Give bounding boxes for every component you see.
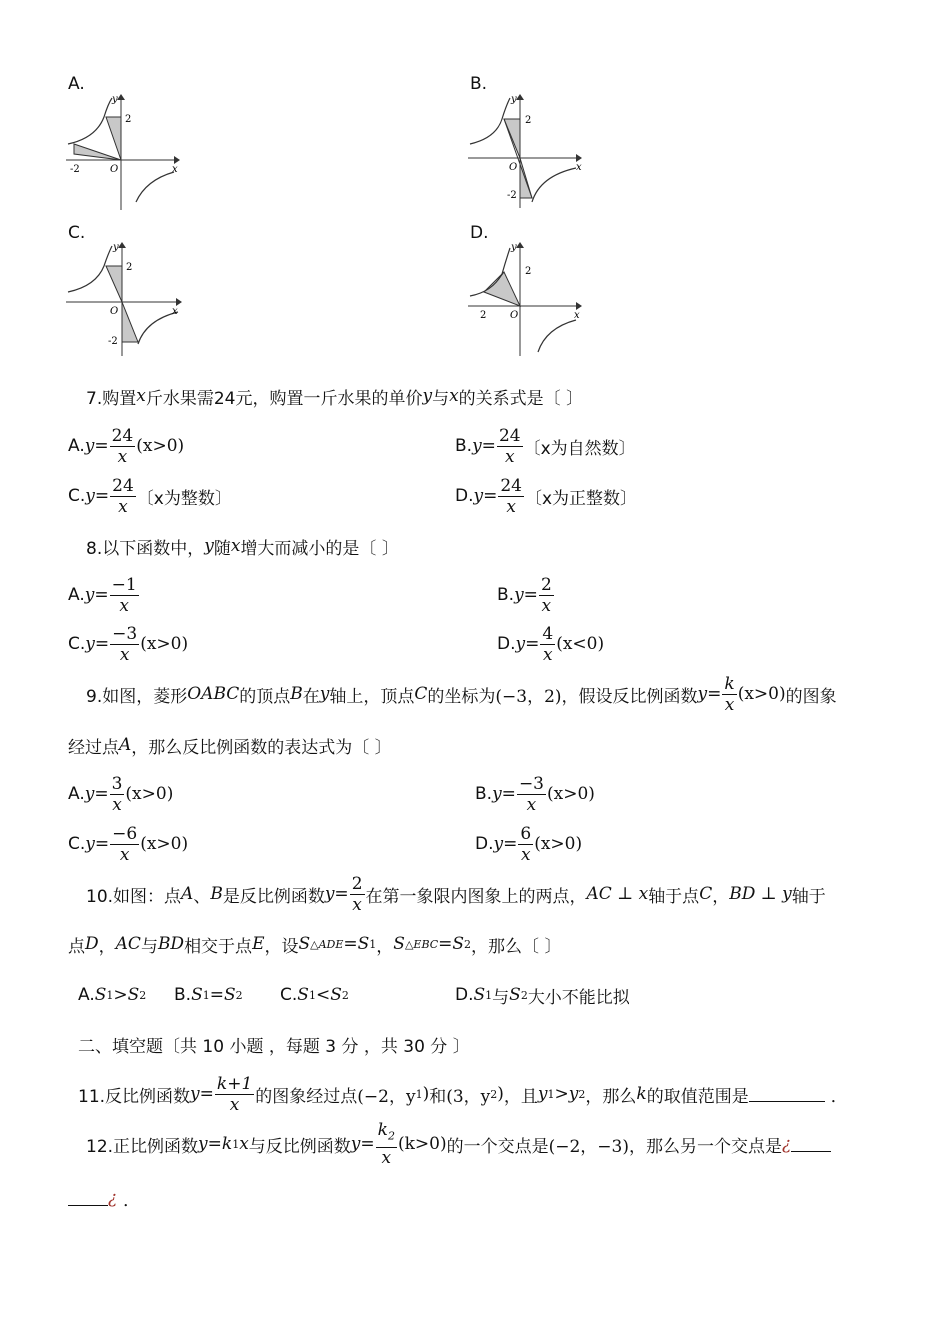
sub: 1 bbox=[202, 988, 210, 1002]
q11-var: y bbox=[537, 1084, 548, 1104]
q12-text: 12.正比例函数 bbox=[86, 1136, 199, 1157]
sub: 1 bbox=[232, 1137, 240, 1151]
option-label: A. bbox=[68, 585, 85, 605]
option-label: C. bbox=[280, 985, 298, 1005]
numerator: 4 bbox=[542, 623, 554, 644]
option-label: A. bbox=[68, 436, 85, 456]
q11-text: 和 bbox=[429, 1086, 447, 1107]
q10-text: 轴于 bbox=[791, 886, 826, 907]
graph-d-origin: O bbox=[510, 310, 519, 321]
option-label: D. bbox=[455, 486, 474, 506]
q10-var: B bbox=[210, 884, 223, 904]
condition: (x>0) bbox=[136, 436, 185, 456]
fraction bbox=[215, 1074, 254, 1115]
q10-var: =S bbox=[438, 934, 465, 954]
lhs: y= bbox=[515, 634, 540, 654]
q9-var: OABC bbox=[187, 684, 240, 704]
graph-d-y-arrow bbox=[516, 242, 524, 248]
fraction bbox=[110, 575, 139, 616]
numerator: k bbox=[724, 673, 735, 694]
numerator: 24 bbox=[500, 475, 522, 496]
fraction bbox=[110, 476, 136, 517]
answer-blank[interactable] bbox=[791, 1137, 831, 1152]
fraction bbox=[540, 624, 555, 665]
denominator: x bbox=[119, 644, 130, 665]
lhs: y= bbox=[85, 834, 110, 854]
graph-c-curve-left bbox=[68, 246, 112, 292]
q12-var: y=k bbox=[198, 1134, 233, 1154]
q11-coord: ) bbox=[422, 1084, 430, 1104]
graph-a-ylabel: y bbox=[112, 94, 118, 105]
sub: 2 bbox=[139, 988, 147, 1002]
q7-option-b[interactable] bbox=[455, 424, 636, 468]
s-var: S bbox=[297, 985, 309, 1005]
q9-text: 经过点 bbox=[68, 737, 119, 758]
option-label: D. bbox=[497, 634, 516, 654]
answer-blank-cont[interactable] bbox=[68, 1191, 108, 1206]
graph-a-tick-2: 2 bbox=[125, 114, 132, 125]
lhs: y= bbox=[84, 585, 109, 605]
graph-d bbox=[468, 240, 588, 360]
q9-option-a[interactable] bbox=[68, 772, 173, 816]
q10-var: D bbox=[85, 934, 99, 954]
graph-d-curve-right bbox=[538, 320, 576, 352]
q10-text: 相交于点 bbox=[184, 936, 253, 957]
fraction bbox=[518, 824, 533, 865]
q10-var: A bbox=[181, 884, 194, 904]
q11-stem bbox=[78, 1072, 848, 1116]
lhs: y= bbox=[514, 585, 538, 605]
q9-text: ，那么反比例函数的表达式为〔 〕 bbox=[131, 737, 392, 758]
operator: = bbox=[209, 985, 224, 1005]
q7-var: y bbox=[422, 386, 433, 406]
q9-stem-line1 bbox=[86, 672, 837, 716]
q7-option-a[interactable] bbox=[68, 424, 184, 468]
q11-var: >y bbox=[554, 1084, 579, 1104]
denominator: x bbox=[506, 496, 516, 517]
operator: 与 bbox=[492, 987, 510, 1008]
denominator: x bbox=[352, 894, 362, 915]
q10-sub: △EBC bbox=[404, 937, 439, 951]
q10-var: =S bbox=[343, 934, 370, 954]
graph-c-y-arrow bbox=[118, 242, 126, 248]
denominator: x bbox=[542, 644, 553, 665]
q8-stem bbox=[86, 534, 399, 558]
q7-option-c[interactable] bbox=[68, 474, 232, 518]
q10-text: ，那么〔 〕 bbox=[471, 936, 562, 957]
q9-text: 的顶点 bbox=[239, 686, 291, 707]
option-label: B. bbox=[475, 784, 493, 804]
graph-a-shaded-triangle bbox=[106, 117, 121, 160]
q9-var: A bbox=[119, 735, 132, 755]
numerator: k+1 bbox=[216, 1073, 253, 1094]
sub: 1 bbox=[547, 1087, 555, 1101]
graph-c-xlabel: x bbox=[172, 306, 178, 317]
s-var: S bbox=[330, 985, 342, 1005]
q9-text: 的图象 bbox=[785, 686, 837, 707]
numerator: 2 bbox=[540, 574, 552, 595]
graph-c bbox=[66, 240, 186, 360]
section-title: 二、填空题〔共 10 小题 ，每题 3 分 ，共 30 分 〕 bbox=[78, 1037, 470, 1057]
graph-b-origin: O bbox=[509, 162, 518, 173]
q10-option-d[interactable] bbox=[455, 983, 630, 1007]
q10-text: 10.如图：点 bbox=[86, 886, 182, 907]
s-var: S bbox=[191, 985, 203, 1005]
q8-var: y bbox=[204, 536, 214, 556]
q12-text: ，那么另一个交点是 bbox=[629, 1136, 782, 1157]
q12-cond: (k>0) bbox=[397, 1134, 447, 1154]
lhs: y= bbox=[84, 784, 109, 804]
option-label: B. bbox=[497, 585, 515, 605]
q11-text: ，且 bbox=[503, 1086, 538, 1107]
q12-var: x bbox=[239, 1134, 249, 1154]
q10-var: S bbox=[393, 934, 405, 954]
q10-stem-line1 bbox=[86, 872, 826, 916]
q10-sub: 1 bbox=[369, 937, 377, 951]
fraction bbox=[497, 426, 523, 467]
fraction bbox=[110, 624, 139, 665]
option-b-label: B. bbox=[470, 74, 488, 94]
q12-lhs: y= bbox=[350, 1134, 375, 1154]
graph-a-curve-right bbox=[136, 172, 174, 202]
q7-text: 斤水果需24元，购置一斤水果的单价 bbox=[145, 388, 423, 409]
numerator: 2 bbox=[351, 873, 363, 894]
sub: 2 bbox=[578, 1087, 586, 1101]
q7-option-d[interactable] bbox=[455, 474, 637, 518]
condition: 〔x为整数〕 bbox=[136, 488, 232, 509]
q8-text: 增大而减小的是〔 〕 bbox=[240, 538, 399, 559]
sub: 2 bbox=[235, 988, 243, 1002]
graph-d-tick-2-left: 2 bbox=[480, 310, 487, 321]
option-label: C. bbox=[68, 634, 86, 654]
s-var: S bbox=[94, 985, 107, 1005]
q7-var: x bbox=[449, 386, 459, 406]
lhs: y= bbox=[472, 436, 496, 456]
q10-text: 、 bbox=[193, 886, 211, 907]
denominator: x bbox=[541, 595, 552, 616]
q10-text: ，设 bbox=[264, 936, 299, 957]
q11-lhs: y= bbox=[190, 1084, 214, 1104]
graph-c-x-arrow bbox=[176, 298, 182, 306]
q7-text: 与 bbox=[432, 388, 450, 409]
denominator: x bbox=[119, 595, 129, 616]
graph-c-tick-2: 2 bbox=[126, 262, 133, 273]
lhs: y= bbox=[492, 784, 516, 804]
option-d-label: D. bbox=[470, 223, 489, 243]
q8-option-a[interactable] bbox=[68, 573, 140, 617]
graph-d-tick-2: 2 bbox=[525, 266, 532, 277]
sub: 1 bbox=[485, 988, 493, 1002]
fraction bbox=[498, 476, 524, 517]
q9-option-d[interactable] bbox=[475, 822, 582, 866]
answer-blank[interactable] bbox=[749, 1087, 825, 1102]
graph-c-ylabel: y bbox=[113, 242, 119, 253]
graph-b-y-arrow bbox=[516, 94, 524, 100]
fraction bbox=[110, 824, 139, 865]
q10-var: E bbox=[252, 934, 265, 954]
q8-option-d[interactable] bbox=[497, 622, 604, 666]
graph-a-curve-left bbox=[68, 98, 112, 144]
q10-text: ， bbox=[98, 936, 116, 957]
q7-var: x bbox=[136, 386, 146, 406]
q10-var: AC ⊥ x bbox=[586, 884, 649, 904]
denominator: x bbox=[229, 1094, 240, 1115]
q12-coord: (−2，−3) bbox=[548, 1136, 629, 1157]
lhs: y= bbox=[85, 486, 110, 506]
condition: (x>0) bbox=[534, 834, 583, 854]
condition: 〔x为正整数〕 bbox=[525, 488, 638, 509]
graph-a-origin: O bbox=[110, 164, 119, 175]
fraction bbox=[110, 774, 125, 815]
s-var: S bbox=[473, 985, 486, 1005]
option-c-label: C. bbox=[68, 223, 86, 243]
q8-text: 8.以下函数中， bbox=[86, 538, 205, 559]
option-label: D. bbox=[455, 985, 474, 1005]
q11-text: 11.反比例函数 bbox=[78, 1086, 191, 1107]
graph-d-xlabel: x bbox=[574, 310, 580, 321]
q10-text: 与 bbox=[140, 936, 158, 957]
graph-c-shaded-triangle-2 bbox=[122, 302, 138, 342]
q10-var: AC bbox=[115, 934, 141, 954]
q10-var: BD ⊥ y bbox=[729, 884, 792, 904]
graph-a-shaded-triangle-2 bbox=[74, 144, 121, 160]
condition: (x>0) bbox=[140, 834, 189, 854]
condition: (x>0) bbox=[140, 634, 189, 654]
q9-coord: (−3，2) bbox=[495, 686, 562, 707]
denominator: x bbox=[724, 694, 735, 715]
q10-option-c[interactable] bbox=[280, 983, 349, 1007]
graph-c-tick-neg2: -2 bbox=[108, 336, 118, 347]
q12-stem bbox=[86, 1120, 831, 1168]
q10-var: C bbox=[699, 884, 713, 904]
option-label: A. bbox=[68, 784, 85, 804]
lhs: y= bbox=[85, 634, 110, 654]
q11-text: 的取值范围是 bbox=[646, 1086, 749, 1107]
q9-lhs: y= bbox=[697, 684, 722, 704]
q9-text: 9.如图，菱形 bbox=[86, 686, 188, 707]
graph-b-curve-right bbox=[532, 168, 576, 202]
graph-b-tick-2: 2 bbox=[525, 115, 532, 126]
option-label: A. bbox=[78, 985, 95, 1005]
q12-glyph: ¿ bbox=[782, 1134, 792, 1154]
graph-b-curve-left bbox=[470, 98, 510, 144]
sub: 1 bbox=[415, 1087, 423, 1101]
denominator: x bbox=[526, 794, 537, 815]
q11-var: k bbox=[636, 1084, 647, 1104]
q8-text: 随 bbox=[213, 538, 231, 559]
lhs: y= bbox=[84, 436, 109, 456]
condition: (x>0) bbox=[547, 784, 595, 804]
q10-text: ， bbox=[376, 936, 394, 957]
q9-option-b[interactable] bbox=[475, 772, 595, 816]
q12-stem-line2 bbox=[68, 1186, 140, 1210]
s-var: S bbox=[223, 985, 236, 1005]
q9-option-c[interactable] bbox=[68, 822, 188, 866]
q9-cond: (x>0) bbox=[737, 684, 786, 704]
q10-text: 轴于点 bbox=[648, 886, 700, 907]
option-tail: 大小不能比拟 bbox=[527, 987, 630, 1008]
q12-text: ． bbox=[123, 1190, 141, 1211]
graph-b-tick-neg2: -2 bbox=[507, 190, 517, 201]
q10-stem-line2 bbox=[68, 932, 561, 956]
graph-a-y-arrow bbox=[117, 94, 125, 100]
option-label: C. bbox=[68, 834, 86, 854]
q10-sub: 2 bbox=[464, 937, 472, 951]
q12-glyph: ¿ bbox=[108, 1188, 118, 1208]
q10-text: 是反比例函数 bbox=[222, 886, 325, 907]
q10-text: 在第一象限内图象上的两点， bbox=[365, 886, 587, 907]
numerator: −3 bbox=[518, 773, 544, 794]
q7-stem bbox=[86, 384, 583, 408]
q8-var: x bbox=[230, 536, 241, 556]
q11-text: 的图象经过点 bbox=[255, 1086, 358, 1107]
q9-text: 在 bbox=[302, 686, 320, 707]
numerator: −6 bbox=[112, 823, 138, 844]
sub: 2 bbox=[520, 988, 528, 1002]
fraction bbox=[722, 674, 736, 715]
q10-text: ， bbox=[712, 886, 730, 907]
graph-d-ylabel: y bbox=[511, 242, 517, 253]
fraction bbox=[110, 426, 136, 467]
option-label: D. bbox=[475, 834, 494, 854]
lhs: y= bbox=[493, 834, 518, 854]
q11-text: ，那么 bbox=[585, 1086, 637, 1107]
option-label: B. bbox=[174, 985, 192, 1005]
fraction bbox=[539, 575, 554, 616]
condition: (x>0) bbox=[125, 784, 174, 804]
q11-coord: ) bbox=[497, 1084, 504, 1104]
q11-text: ． bbox=[830, 1086, 848, 1107]
q10-var: S bbox=[298, 934, 311, 954]
graph-c-shaded-triangle bbox=[106, 266, 122, 302]
s-var: S bbox=[127, 985, 140, 1005]
q12-text: 与反比例函数 bbox=[248, 1136, 351, 1157]
s-var: S bbox=[509, 985, 521, 1005]
option-label: B. bbox=[455, 436, 473, 456]
graph-b-x-arrow bbox=[576, 154, 582, 162]
numerator: −1 bbox=[111, 574, 137, 595]
sub: 1 bbox=[308, 988, 316, 1002]
option-a-label: A. bbox=[68, 74, 85, 94]
sub: 2 bbox=[341, 988, 349, 1002]
numerator: 24 bbox=[498, 425, 521, 446]
numerator: 24 bbox=[111, 425, 134, 446]
operator: > bbox=[113, 985, 128, 1005]
graph-b bbox=[468, 92, 588, 212]
denominator: x bbox=[118, 496, 128, 517]
graph-d-shaded-triangle bbox=[484, 272, 520, 306]
q8-option-c[interactable] bbox=[68, 622, 188, 666]
q10-option-a[interactable] bbox=[78, 983, 146, 1007]
q9-var: B bbox=[290, 684, 303, 704]
q7-text: 的关系式是〔 〕 bbox=[458, 388, 584, 409]
q10-var: BD bbox=[157, 934, 185, 954]
q9-text: ，假设反比例函数 bbox=[561, 686, 698, 707]
sub: 1 bbox=[106, 988, 114, 1002]
option-label: C. bbox=[68, 486, 86, 506]
fraction bbox=[517, 774, 546, 815]
operator: < bbox=[315, 985, 331, 1005]
denominator: x bbox=[504, 446, 515, 467]
graph-d-x-arrow bbox=[576, 302, 582, 310]
denominator: x bbox=[117, 446, 128, 467]
graph-a-x-arrow bbox=[174, 156, 180, 164]
q11-coord: (3，y bbox=[446, 1086, 491, 1107]
q7-text: 7.购置 bbox=[86, 388, 137, 409]
fraction bbox=[350, 874, 365, 915]
graph-a bbox=[66, 92, 181, 212]
numerator bbox=[376, 1120, 397, 1147]
q9-var: C bbox=[414, 684, 428, 704]
sub: 2 bbox=[490, 1087, 498, 1101]
numerator: 24 bbox=[112, 475, 134, 496]
lhs: y= bbox=[473, 486, 498, 506]
denominator: x bbox=[119, 844, 130, 865]
numerator: 6 bbox=[520, 823, 532, 844]
numerator-var: k bbox=[377, 1120, 388, 1141]
q9-text: 的坐标为 bbox=[427, 686, 496, 707]
denominator: x bbox=[520, 844, 531, 865]
q9-var: y bbox=[319, 684, 330, 704]
fraction bbox=[376, 1120, 397, 1167]
graph-c-origin: O bbox=[110, 306, 119, 317]
q12-text: 的一个交点是 bbox=[446, 1136, 549, 1157]
sub: 2 bbox=[387, 1129, 395, 1143]
denominator: x bbox=[112, 794, 122, 815]
q10-sub: △ADE bbox=[310, 937, 344, 951]
q10-text: 点 bbox=[68, 936, 85, 957]
numerator: 3 bbox=[111, 773, 123, 794]
q11-coord: (−2，y bbox=[357, 1086, 416, 1107]
q8-option-b[interactable] bbox=[497, 573, 555, 617]
q10-lhs: y= bbox=[324, 884, 349, 904]
q9-text: 轴上，顶点 bbox=[329, 686, 415, 707]
graph-b-xlabel: x bbox=[576, 162, 582, 173]
graph-a-tick-neg2: -2 bbox=[70, 164, 80, 175]
condition: (x<0) bbox=[556, 634, 605, 654]
q9-stem-line2 bbox=[68, 733, 392, 757]
graph-b-ylabel: y bbox=[511, 94, 517, 105]
denominator: x bbox=[381, 1147, 392, 1168]
condition: 〔x为自然数〕 bbox=[523, 438, 636, 459]
graph-a-xlabel: x bbox=[172, 164, 178, 175]
numerator: −3 bbox=[112, 623, 138, 644]
q10-option-b[interactable] bbox=[174, 983, 243, 1007]
